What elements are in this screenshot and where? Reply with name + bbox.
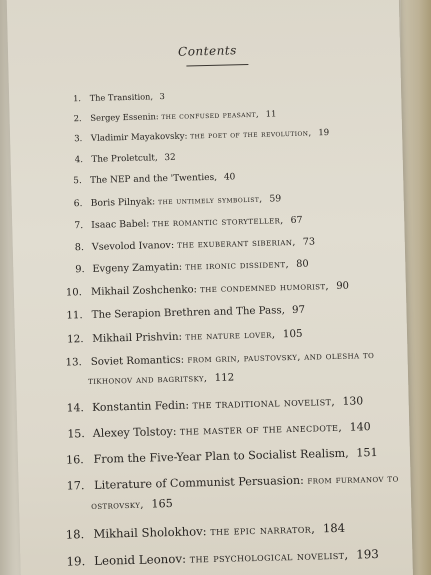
entry-number: 4. xyxy=(74,155,84,166)
entry-page: 112 xyxy=(214,372,235,384)
entry-subtitle: the confused peasant, xyxy=(161,108,260,122)
toc-entry xyxy=(73,92,165,102)
toc-entry xyxy=(74,129,329,144)
entry-name: Soviet Romantics: xyxy=(90,354,185,368)
toc-entry xyxy=(74,194,282,208)
entry-subtitle: the untimely symbolist, xyxy=(157,193,263,208)
entry-name: Mikhail Prishvin: xyxy=(92,330,183,345)
toc-entry xyxy=(66,546,380,569)
table-of-contents xyxy=(7,0,414,575)
entry-number: 15. xyxy=(67,427,86,441)
toc-entry xyxy=(65,520,346,542)
entry-name: From the Five-Year Plan to Socialist Realism, xyxy=(93,446,349,466)
entry-number: 1. xyxy=(73,93,82,104)
entry-name: Vladimir Mayakovsky: xyxy=(90,131,188,144)
entry-subtitle: the epic narrator, xyxy=(210,521,316,539)
entry-name: Literature of Communist Persuasion: xyxy=(94,473,305,492)
entry-subtitle: the ironic dissident, xyxy=(185,259,290,273)
entry-page: 90 xyxy=(336,280,350,292)
entry-name: The Transition, xyxy=(89,91,154,103)
entry-page: 11 xyxy=(265,108,277,119)
entry-page: 19 xyxy=(318,128,330,139)
entry-subtitle: the poet of the revolution, xyxy=(190,128,312,142)
entry-page: 3 xyxy=(159,91,165,102)
toc-entry xyxy=(66,351,375,369)
entry-name: The Serapion Brethren and The Pass, xyxy=(91,305,286,321)
toc-entry-continuation xyxy=(91,498,173,512)
entry-name: Alexey Tolstoy: xyxy=(92,424,177,440)
entry-subtitle: the master of the anecdote, xyxy=(179,420,343,438)
entry-number: 7. xyxy=(74,220,84,232)
entry-page: 165 xyxy=(151,496,173,511)
page-title: Contents xyxy=(177,43,237,59)
entry-name: The Proletcult, xyxy=(91,153,158,165)
entry-page: 130 xyxy=(342,394,364,408)
entry-number: 10. xyxy=(65,287,82,299)
entry-page: 140 xyxy=(349,420,371,434)
entry-subtitle: from furmanov to xyxy=(307,473,399,487)
entry-number: 3. xyxy=(74,134,83,145)
entry-number: 16. xyxy=(65,453,84,467)
entry-number: 13. xyxy=(65,357,82,369)
entry-number: 2. xyxy=(73,113,82,124)
entry-number: 12. xyxy=(66,333,84,346)
toc-entry xyxy=(74,109,277,122)
toc-entry xyxy=(66,306,305,322)
entry-name: Vsevolod Ivanov: xyxy=(91,239,175,253)
entry-page: 80 xyxy=(296,258,309,270)
entry-number: 6. xyxy=(73,198,83,210)
entry-number: 8. xyxy=(74,242,85,254)
entry-name: The NEP and the 'Twenties, xyxy=(89,172,218,186)
entry-page: 193 xyxy=(356,546,380,562)
entry-subtitle-continuation: ostrovsky, xyxy=(90,499,145,512)
entry-name: Mikhail Sholokhov: xyxy=(93,524,207,541)
toc-entry xyxy=(67,329,303,345)
entry-page: 32 xyxy=(164,152,176,164)
entry-number: 18. xyxy=(65,527,85,542)
entry-page: 59 xyxy=(269,193,282,205)
toc-entry xyxy=(67,396,364,414)
toc-entry xyxy=(66,472,398,492)
entry-name: Isaac Babel: xyxy=(91,218,150,231)
entry-page: 40 xyxy=(223,172,236,183)
toc-entry xyxy=(66,282,349,299)
entry-subtitle: the psychological novelist, xyxy=(189,547,349,566)
entry-number: 11. xyxy=(66,310,83,322)
entry-number: 5. xyxy=(73,176,82,187)
entry-name: Sergey Essenin: xyxy=(90,111,159,123)
entry-number: 19. xyxy=(66,554,86,569)
entry-page: 105 xyxy=(282,327,303,341)
entry-subtitle: the condemned humorist, xyxy=(199,281,330,296)
entry-subtitle: from grin, paustovsky, and olesha to xyxy=(187,350,375,366)
entry-subtitle-continuation: tikhonov and bagritsky, xyxy=(87,373,208,388)
toc-entry xyxy=(67,421,371,439)
entry-name: Boris Pilnyak: xyxy=(90,196,156,209)
entry-name: Mikhail Zoshchenko: xyxy=(90,284,198,298)
entry-page: 73 xyxy=(302,236,316,248)
toc-entry-continuation xyxy=(88,373,234,387)
entry-number: 9. xyxy=(75,264,85,276)
entry-name: Leonid Leonov: xyxy=(94,551,187,568)
entry-name: Evgeny Zamyatin: xyxy=(92,261,183,275)
toc-entry xyxy=(75,260,309,275)
book-page xyxy=(7,0,414,575)
entry-page: 67 xyxy=(290,214,303,227)
toc-entry xyxy=(75,237,316,252)
entry-subtitle: the traditional novelist, xyxy=(192,394,336,412)
entry-number: 17. xyxy=(66,479,85,493)
entry-number: 14. xyxy=(66,401,85,415)
entry-name: Konstantin Fedin: xyxy=(91,398,190,414)
entry-subtitle: the exuberant siberian, xyxy=(177,236,296,251)
toc-entry xyxy=(74,216,302,231)
entry-page: 184 xyxy=(322,520,346,536)
toc-entry xyxy=(66,447,378,466)
entry-subtitle: the nature lover, xyxy=(185,328,276,343)
toc-entry xyxy=(73,173,235,186)
entry-subtitle: the romantic storyteller, xyxy=(152,215,284,230)
entry-page: 97 xyxy=(291,304,306,316)
entry-page: 151 xyxy=(356,445,378,460)
toc-entry xyxy=(75,154,176,165)
title-underline xyxy=(186,64,248,67)
